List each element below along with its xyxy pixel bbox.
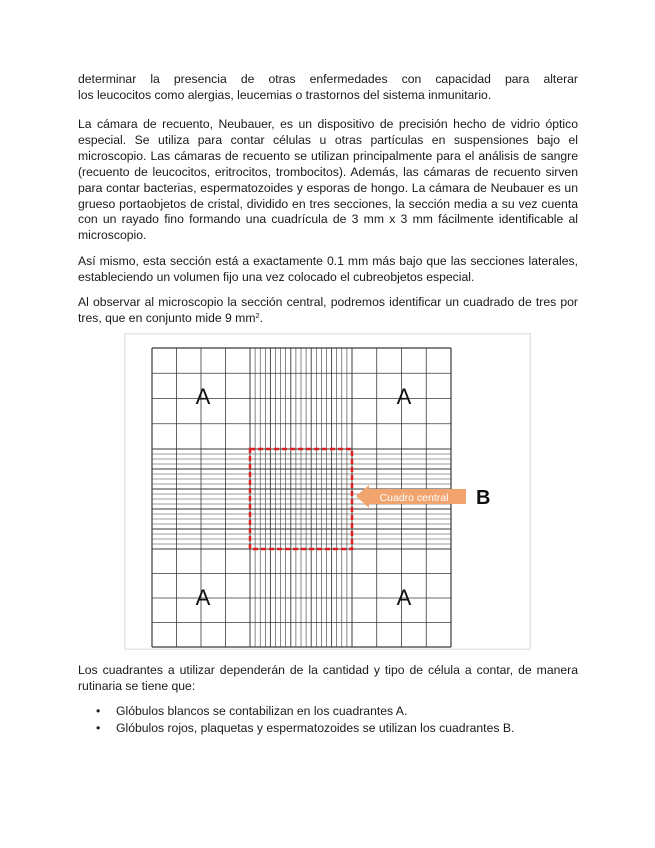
- paragraph-intro-line-2: los leucocitos como alergias, leucemias o trastornos del sistema inmunitario.: [78, 87, 492, 102]
- label-b: B: [476, 487, 491, 509]
- label-a-top-right: A: [396, 384, 412, 409]
- quadrant-bullet-list: [78, 703, 578, 736]
- paragraph-neubauer: La cámara de recuento, Neubauer, es un dispositivo de precisión hecho de vidrio óptico especial. Se utiliza para contar células u otras partículas en suspensiones bajo el microscopio. Las cámaras de recuento se utilizan principalmente para el análisis de sangre (recuento de leucocitos, eritrocitos, trombocitos). Además, las cámaras de recuento sirven para contar bacterias, espermatozoides y esporas de hongo. La cámara de Neubauer es un grueso portaobjetos de cristal, dividido en tres secciones, la sección media a su vez cuenta con un rayado fino formando una cuadrícula de 3 mm x 3 mm fácilmente identificable al microscopio.: [78, 117, 578, 243]
- neubauer-grid-diagram: [124, 333, 531, 650]
- paragraph-quadrants: Los cuadrantes a utilizar dependerán de la cantidad y tipo de célula a contar, de manera rutinaria se tiene que:: [78, 663, 578, 693]
- bullet-text: Glóbulos rojos, plaquetas y espermatozoides se utilizan los cuadrantes B.: [116, 720, 515, 735]
- label-a-bottom-left: A: [195, 585, 211, 610]
- bullet-symbol: •: [96, 720, 101, 735]
- arrow-label: Cuadro central: [379, 492, 449, 504]
- neubauer-grid-figure: [124, 333, 531, 650]
- list-item: [78, 720, 578, 737]
- paragraph-section-depth: Así mismo, esta sección está a exactamente 0.1 mm más bajo que las secciones laterales, estableciendo un volumen fijo una vez colocado el cubreobjetos especial.: [78, 254, 578, 284]
- list-item: [78, 703, 578, 720]
- paragraph-central-square: Al observar al microscopio la sección central, podremos identificar un cuadrado de tres por tres, que en conjunto mide 9 $mm^2$.: [78, 295, 578, 325]
- bullet-text: Glóbulos blancos se contabilizan en los cuadrantes A.: [116, 704, 408, 718]
- paragraph-intro: [78, 72, 578, 104]
- central-square-text: Al observar al microscopio la sección central, podremos identificar un cuadrado de tres por tres, que en conjunto mide 9 mm: [78, 295, 578, 325]
- bullet-symbol: •: [96, 704, 101, 718]
- paragraph-intro-line-1: determinar la presencia de otras enfermedades con capacidad para alterar: [78, 72, 578, 86]
- figure-frame: [124, 333, 531, 650]
- label-a-top-left: A: [195, 384, 211, 409]
- superscript-2: 2: [255, 310, 260, 320]
- label-a-bottom-right: A: [396, 585, 412, 610]
